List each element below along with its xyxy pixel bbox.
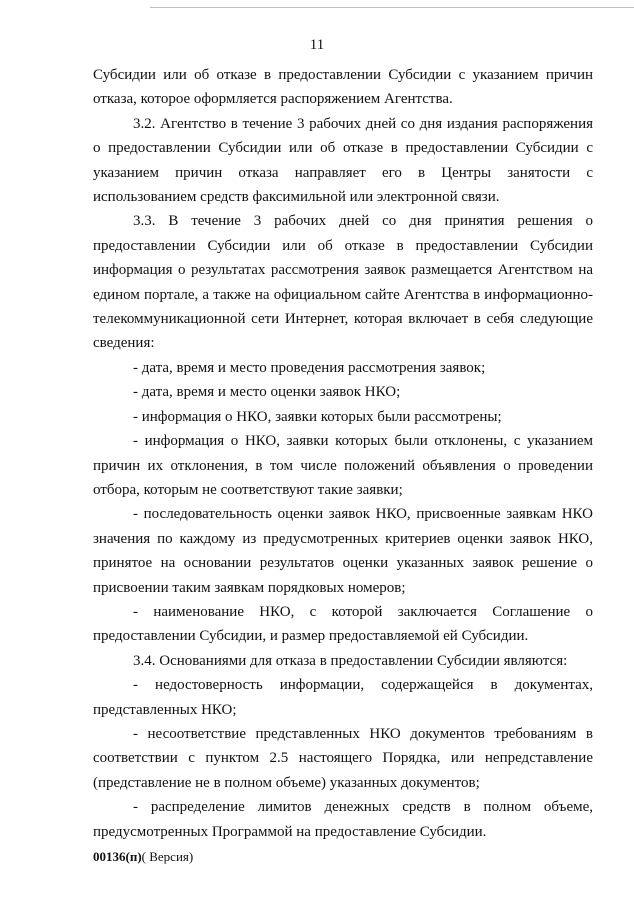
document-version: ( Версия) bbox=[141, 849, 194, 864]
list-item-limits-distributed: - распределение лимитов денежных средств в полном объеме, предусмотренных Программой на предоставление Субсидии. bbox=[93, 799, 593, 840]
page-number: 11 bbox=[309, 37, 325, 53]
paragraph-3-3: 3.3. В течение 3 рабочих дней со дня принятия решения о предоставлении Субсидии или об отказе в предоставлении Субсидии информация о результатах рассмотрения заявок размещается Агентством на едином портале, а также на официальном сайте Агентства в информационно-телекоммуникационной сети Интернет, которая включает в себя следующие сведения: bbox=[93, 213, 593, 352]
document-body bbox=[93, 63, 593, 844]
list-item-review-date: - дата, время и место проведения рассмотрения заявок; bbox=[133, 359, 486, 376]
document-footer bbox=[93, 849, 193, 865]
document-code: 00136(п) bbox=[93, 849, 142, 864]
list-item-nonconformity: - несоответствие представленных НКО документов требованиям в соответствии с пунктом 2.5 настоящего Порядка, или непредставление (представление не в полном объеме) указанных документов; bbox=[93, 725, 593, 791]
top-border-line bbox=[150, 7, 634, 8]
list-item-evaluation-sequence: - последовательность оценки заявок НКО, присвоенные заявкам НКО значения по каждому из предусмотренных критериев оценки заявок НКО, принятое на основании результатов оценки указанных заявок решение о присвоении таким заявкам порядковых номеров; bbox=[93, 506, 593, 596]
list-item-reviewed-nko: - информация о НКО, заявки которых были рассмотрены; bbox=[133, 408, 502, 425]
paragraph-continuation: Субсидии или об отказе в предоставлении Субсидии с указанием причин отказа, которое оформляется распоряжением Агентства. bbox=[93, 67, 593, 108]
paragraph-3-2: 3.2. Агентство в течение 3 рабочих дней со дня издания распоряжения о предоставлении Субсидии или об отказе в предоставлении Субсидии с указанием причин отказа направляет его в Центры занятости с использованием средств факсимильной или электронной связи. bbox=[93, 115, 593, 206]
list-item-evaluation-date: - дата, время и место оценки заявок НКО; bbox=[133, 384, 401, 401]
list-item-rejected-nko: - информация о НКО, заявки которых были отклонены, с указанием причин их отклонения, в том числе положений объявления о проведении отбора, которым не соответствуют такие заявки; bbox=[93, 433, 593, 498]
paragraph-3-4: 3.4. Основаниями для отказа в предоставлении Субсидии являются: bbox=[133, 652, 568, 669]
list-item-unreliable-info: - недостоверность информации, содержащейся в документах, представленных НКО; bbox=[93, 677, 593, 718]
list-item-agreement-nko: - наименование НКО, с которой заключается Соглашение о предоставлении Субсидии, и размер предоставляемой ей Субсидии. bbox=[93, 603, 593, 645]
